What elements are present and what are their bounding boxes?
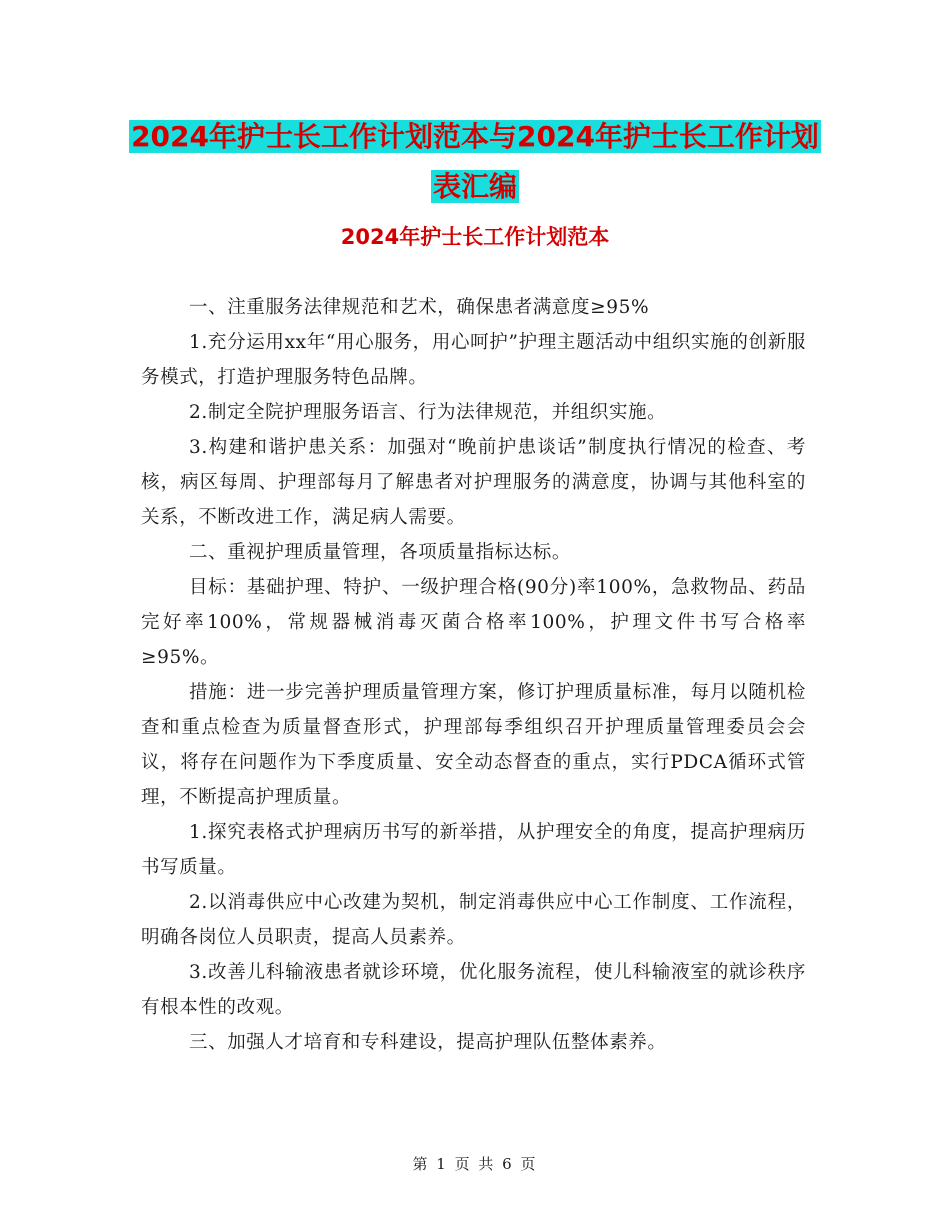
paragraph: 3.构建和谐护患关系：加强对“晚前护患谈话”制度执行情况的检查、考核，病区每周、护理部每月了解患者对护理服务的满意度，协调与其他科室的关系，不断改进工作，满足病人需要。 [141,437,806,528]
document-title-line-1: 2024年护士长工作计划范本与2024年护士长工作计划 [131,120,819,153]
paragraph: 目标：基础护理、特护、一级护理合格(90分)率100%，急救物品、药品完好率100%，常规器械消毒灭菌合格率100%，护理文件书写合格率≥95%。 [141,577,806,668]
paragraph: 措施：进一步完善护理质量管理方案，修订护理质量标准，每月以随机检查和重点检查为质量督查形式，护理部每季组织召开护理质量管理委员会会议，将存在问题作为下季度质量、安全动态督查的重点，实行PDCA循环式管理，不断提高护理质量。 [141,682,806,808]
paragraph: 2.制定全院护理服务语言、行为法律规范，并组织实施。 [189,402,667,423]
document-title-line-2: 表汇编 [432,170,517,203]
paragraph: 3.改善儿科输液患者就诊环境，优化服务流程，使儿科输液室的就诊秩序有根本性的改观。 [141,962,806,1018]
paragraph: 1.探究表格式护理病历书写的新举措，从护理安全的角度，提高护理病历书写质量。 [141,822,806,878]
paragraph: 2.以消毒供应中心改建为契机，制定消毒供应中心工作制度、工作流程，明确各岗位人员职责，提高人员素养。 [141,892,806,948]
paragraph: 一、注重服务法律规范和艺术，确保患者满意度≥95% [189,297,650,318]
document-body [141,290,806,1060]
paragraph: 二、重视护理质量管理，各项质量指标达标。 [189,542,572,563]
section-title: 2024年护士长工作计划范本 [340,225,610,249]
document-title [0,112,950,212]
page-number-footer: 第 1 页 共 6 页 [412,1155,538,1173]
paragraph: 三、加强人才培育和专科建设，提高护理队伍整体素养。 [189,1032,667,1053]
paragraph: 1.充分运用xx年“用心服务，用心呵护”护理主题活动中组织实施的创新服务模式，打造护理服务特色品牌。 [141,332,806,388]
